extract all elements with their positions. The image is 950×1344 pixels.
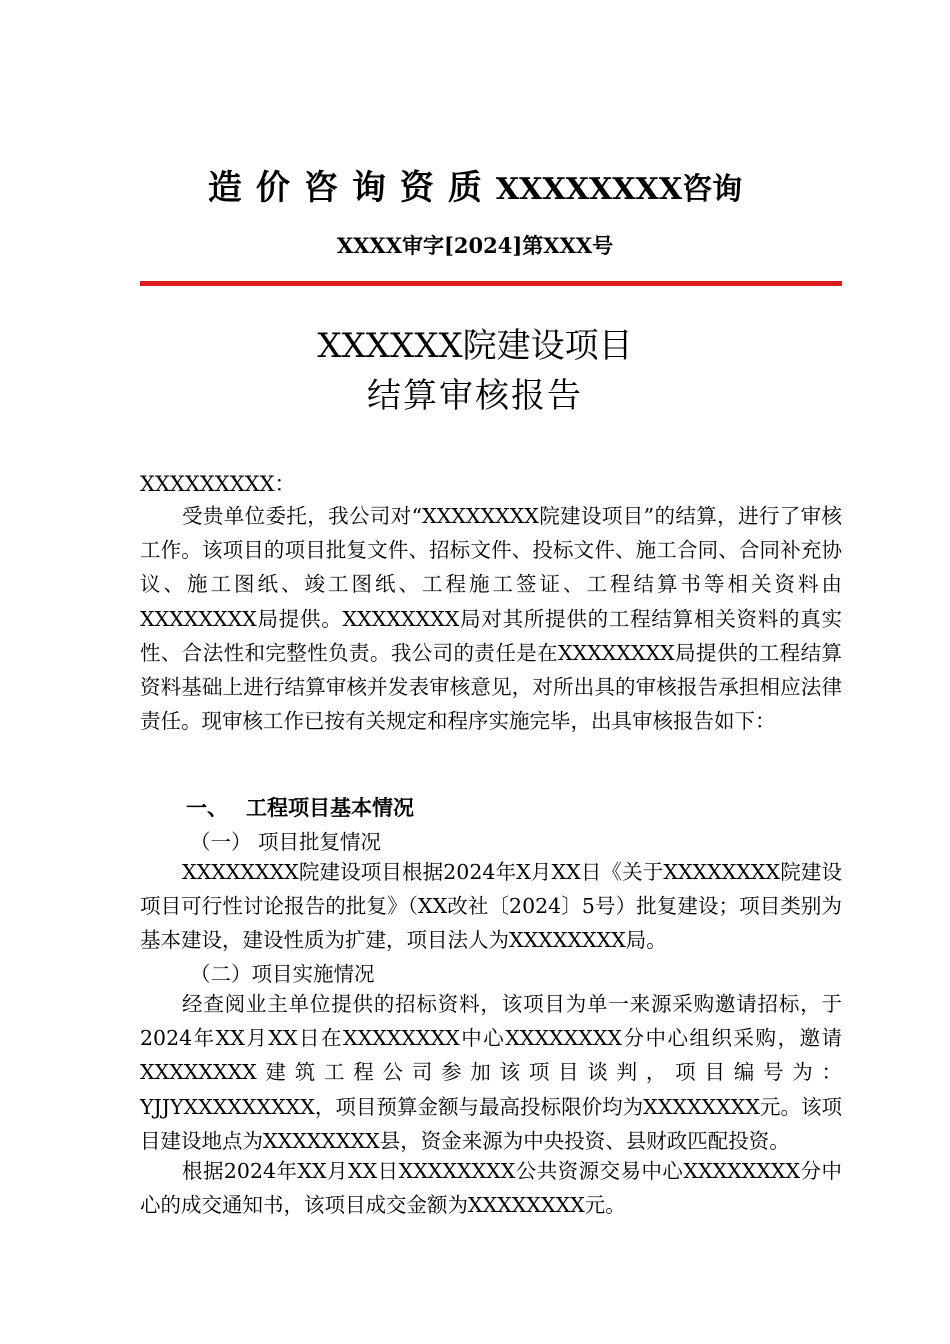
qualification-label: 造价咨询资质 [207,168,496,208]
subsection-heading-implementation: （二）项目实施情况 [190,962,375,986]
procurement-paragraph: 经查阅业主单位提供的招标资料，该项目为单一来源采购邀请招标，于2024年XX月XX日在XXXXXXXX中心XXXXXXXX分中心组织采购，邀请XXXXXXXX建筑工程公司参加该项目谈判，项目编号为：YJJYXXXXXXXXX，项目预算金额与最高投标限价均为XXXXXXXX元。该项目建设地点为XXXXXXXX县，资金来源为中央投资、县财政匹配投资。 [140,992,842,1153]
subsection-heading-approval: （一） 项目批复情况 [190,830,382,854]
award-notice-paragraph: 根据2024年XX月XX日XXXXXXXX公共资源交易中心XXXXXXXX分中心的成交通知书，该项目成交金额为XXXXXXXX元。 [140,1159,842,1218]
section-heading [186,792,414,822]
section-title: 工程项目基本情况 [246,795,414,820]
intro-paragraph: 受贵单位委托，我公司对“XXXXXXXX院建设项目”的结算，进行了审核工作。该项目的项目批复文件、招标文件、投标文件、施工合同、合同补充协议、施工图纸、竣工图纸、工程施工签证、工程结算书等相关资料由XXXXXXXX局提供。XXXXXXXX局对其所提供的工程结算相关资料的真实性、合法性和完整性负责。我公司的责任是在XXXXXXXX局提供的工程结算资料基础上进行结算审核并发表审核意见，对所出具的审核报告承担相应法律责任。现审核工作已按有关规定和程序实施完毕，出具审核报告如下： [140,504,842,734]
addressee: XXXXXXXXX： [140,472,296,496]
report-title-line2: 结算审核报告 [367,376,583,416]
report-title-line1: XXXXXX院建设项目 [317,326,633,366]
document-number: XXXX审字[2024]第XXX号 [336,233,614,258]
organization-header [0,160,950,209]
section-number: 一、 [186,795,228,820]
company-name: XXXXXXXX咨询 [495,172,743,207]
approval-paragraph: XXXXXXXX院建设项目根据2024年X月XX日《关于XXXXXXXX院建设项目可行性讨论报告的批复》（XX改社〔2024〕5号）批复建设；项目类别为基本建设，建设性质为扩建，项目法人为XXXXXXXX局。 [140,860,842,953]
red-divider-line [140,281,842,286]
